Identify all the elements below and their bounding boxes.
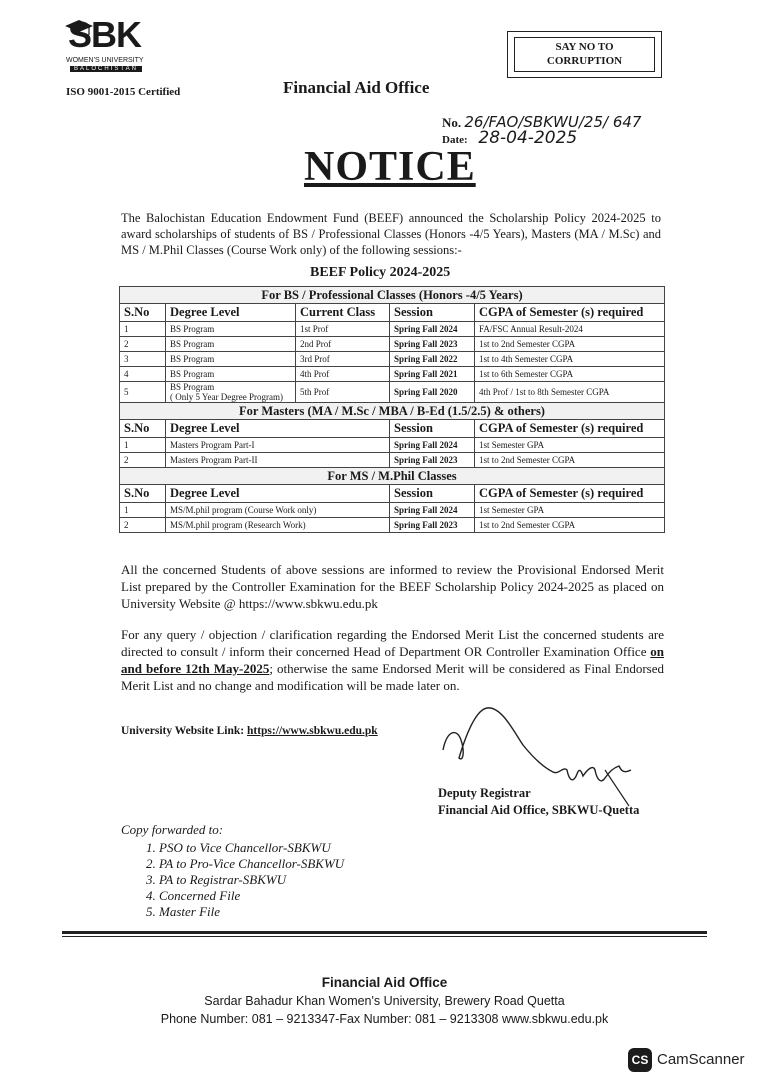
table-header-row — [120, 485, 665, 503]
footer-address: Sardar Bahadur Khan Women's University, Brewery Road Quetta — [204, 994, 565, 1008]
ref-no-value: 26/FAO/SBKWU/25/ 647 — [464, 113, 642, 131]
table-row — [120, 382, 665, 403]
camscanner-watermark: CamScanner — [657, 1051, 745, 1068]
table-cell: Spring Fall 2023 — [390, 518, 475, 533]
iso-certification: ISO 9001-2015 Certified — [66, 86, 181, 98]
footer-divider-thin — [62, 936, 707, 937]
copy-heading: Copy forwarded to: — [121, 822, 224, 837]
section-title: For Masters (MA / M.Sc / MBA / B-Ed (1.5/2.5) & others) — [120, 403, 665, 420]
table-cell: Spring Fall 2024 — [390, 438, 475, 453]
query-paragraph — [121, 626, 664, 694]
column-header: Current Class — [296, 304, 390, 322]
table-cell: 2nd Prof — [296, 337, 390, 352]
table-cell: Spring Fall 2021 — [390, 367, 475, 382]
website-link-line — [121, 725, 378, 737]
table-cell: 2 — [120, 337, 166, 352]
footer-divider — [62, 931, 707, 934]
column-header: S.No — [120, 420, 166, 438]
table-cell: 1st Semester GPA — [475, 438, 665, 453]
signatory-title: Deputy Registrar — [438, 786, 531, 800]
table-row — [120, 337, 665, 352]
merit-list-paragraph: All the concerned Students of above sessions are informed to review the Provisional Endorsed Merit List prepared by the Controller Examination for the BEEF Scholarship Policy 2024-2025 as placed on University Website @ https://www.sbkwu.edu.pk — [121, 562, 664, 611]
table-row — [120, 453, 665, 468]
table-cell: Spring Fall 2024 — [390, 322, 475, 337]
table-cell: 1 — [120, 438, 166, 453]
table-row — [120, 352, 665, 367]
table-cell: 1st to 6th Semester CGPA — [475, 367, 665, 382]
table-cell: BS Program — [166, 367, 296, 382]
column-header: CGPA of Semester (s) required — [475, 420, 665, 438]
column-header: S.No — [120, 485, 166, 503]
column-header: CGPA of Semester (s) required — [475, 304, 665, 322]
table-section-header — [120, 287, 665, 304]
table-header-row — [120, 304, 665, 322]
column-header: Session — [390, 485, 475, 503]
query-tail: ; otherwise the same Endorsed Merit will be considered as Final Endorsed Merit List and no change and modification will be made later on. — [121, 661, 664, 693]
beef-policy-table — [119, 286, 665, 533]
table-cell: BS Program ( Only 5 Year Degree Program) — [166, 382, 296, 403]
table-row — [120, 503, 665, 518]
table-cell: Spring Fall 2023 — [390, 453, 475, 468]
table-section-header — [120, 403, 665, 420]
website-url[interactable]: https://www.sbkwu.edu.pk — [246, 725, 378, 737]
table-cell: 1 — [120, 322, 166, 337]
corruption-line-1: SAY NO TO — [555, 41, 614, 53]
table-cell: 3rd Prof — [296, 352, 390, 367]
table-cell: 4 — [120, 367, 166, 382]
table-cell: Masters Program Part-I — [166, 438, 390, 453]
footer-office: Financial Aid Office — [321, 975, 448, 990]
column-header: Session — [390, 304, 475, 322]
table-cell: 1st to 2nd Semester CGPA — [475, 337, 665, 352]
ref-no-label: No. — [442, 115, 462, 130]
table-section-header — [120, 468, 665, 485]
copy-list — [121, 840, 344, 920]
column-header: Degree Level — [166, 485, 390, 503]
notice-title: NOTICE — [304, 144, 476, 190]
corruption-line-2: CORRUPTION — [546, 55, 623, 67]
ref-date-label: Date: — [442, 134, 468, 146]
section-title: For BS / Professional Classes (Honors -4/5 Years) — [120, 287, 665, 304]
table-cell: 5 — [120, 382, 166, 403]
table-cell: Spring Fall 2024 — [390, 503, 475, 518]
column-header: Degree Level — [166, 304, 296, 322]
table-cell: MS/M.phil program (Course Work only) — [166, 503, 390, 518]
table-row — [120, 367, 665, 382]
table-cell: Masters Program Part-II — [166, 453, 390, 468]
table-row — [120, 322, 665, 337]
table-cell: Spring Fall 2023 — [390, 337, 475, 352]
footer-contact: Phone Number: 081 – 9213347-Fax Number: 081 – 9213308 www.sbkwu.edu.pk — [160, 1012, 609, 1026]
table-cell: 4th Prof / 1st to 8th Semester CGPA — [475, 382, 665, 403]
table-row — [120, 438, 665, 453]
table-cell: 1st Prof — [296, 322, 390, 337]
intro-paragraph: The Balochistan Education Endowment Fund (BEEF) announced the Scholarship Policy 2024-2025 to award scholarships of students of BS / Professional Classes (Honors -4/5 Years), Masters (MA / M.Sc) and MS / M.Phil Classes (Course Work only) of the following sessions:- — [121, 211, 661, 257]
table-cell: 2 — [120, 518, 166, 533]
table-cell: BS Program — [166, 352, 296, 367]
table-row — [120, 518, 665, 533]
website-label: University Website Link: — [121, 725, 245, 737]
row-note: ( Only 5 Year Degree Program) — [170, 392, 283, 402]
signatory-office: Financial Aid Office, SBKWU-Quetta — [438, 803, 640, 817]
column-header: S.No — [120, 304, 166, 322]
query-deadline: on and before 12th May-2025 — [121, 644, 665, 676]
table-cell: MS/M.phil program (Research Work) — [166, 518, 390, 533]
query-text: For any query / objection / clarification regarding the Endorsed Merit List the concerned students are directed to consult / inform their concerned Head of Department OR Controller Examination Office — [121, 627, 664, 659]
copy-item: 5. Master File — [159, 904, 344, 920]
table-cell: 1st Semester GPA — [475, 503, 665, 518]
table-cell: 1st to 4th Semester CGPA — [475, 352, 665, 367]
column-header: Session — [390, 420, 475, 438]
table-cell: 1 — [120, 503, 166, 518]
table-cell: Spring Fall 2020 — [390, 382, 475, 403]
table-cell: BS Program — [166, 322, 296, 337]
section-title: For MS / M.Phil Classes — [120, 468, 665, 485]
table-cell: 2 — [120, 453, 166, 468]
column-header: Degree Level — [166, 420, 390, 438]
signatory-block — [438, 785, 639, 819]
table-header-row — [120, 420, 665, 438]
table-cell: 1st to 2nd Semester CGPA — [475, 453, 665, 468]
table-cell: Spring Fall 2022 — [390, 352, 475, 367]
copy-item: 3. PA to Registrar-SBKWU — [159, 872, 344, 888]
table-cell: BS Program — [166, 337, 296, 352]
table-cell: FA/FSC Annual Result-2024 — [475, 322, 665, 337]
copy-forwarded — [121, 822, 344, 920]
column-header: CGPA of Semester (s) required — [475, 485, 665, 503]
table-cell: 5th Prof — [296, 382, 390, 403]
table-cell: 1st to 2nd Semester CGPA — [475, 518, 665, 533]
camscanner-icon: CS — [628, 1048, 652, 1072]
ref-date-value: 28-04-2025 — [478, 128, 578, 148]
copy-item: 1. PSO to Vice Chancellor-SBKWU — [159, 840, 344, 856]
table-cell: 4th Prof — [296, 367, 390, 382]
policy-title: BEEF Policy 2024-2025 — [310, 265, 451, 280]
logo-region: BALOCHISTAN — [70, 66, 142, 72]
header-office-title: Financial Aid Office — [283, 78, 430, 97]
say-no-corruption-box — [507, 31, 662, 78]
copy-item: 4. Concerned File — [159, 888, 344, 904]
copy-item: 2. PA to Pro-Vice Chancellor-SBKWU — [159, 856, 344, 872]
table-cell: 3 — [120, 352, 166, 367]
logo-wordmark: SBK — [68, 14, 142, 55]
logo-subtitle: WOMEN'S UNIVERSITY — [66, 57, 144, 64]
